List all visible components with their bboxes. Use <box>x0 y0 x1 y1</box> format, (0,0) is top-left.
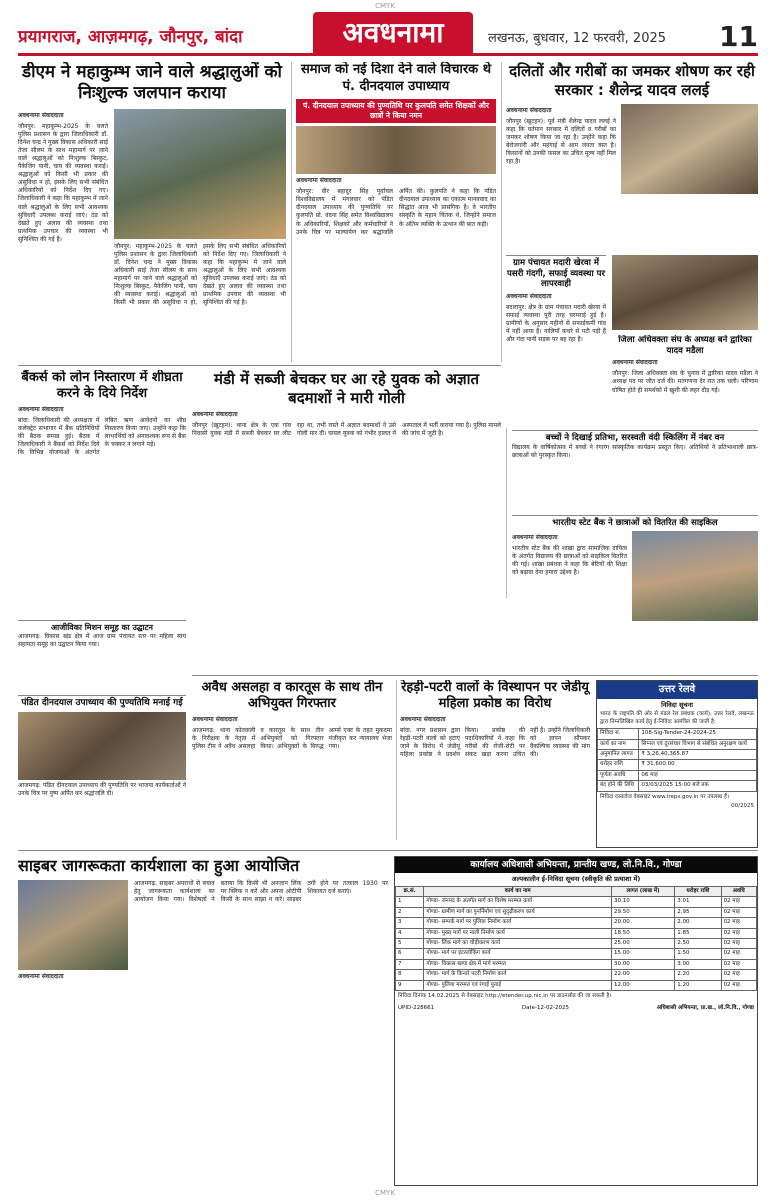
page-number: 11 <box>719 20 758 53</box>
story-shailendra-yadav <box>506 62 758 252</box>
ad-railway-title: उत्तर रेलवे <box>597 681 757 699</box>
ad-pwd-row <box>396 939 757 949</box>
ad-pwd-cell: 7 <box>396 959 424 969</box>
story-cyber-workshop <box>18 856 388 1186</box>
ad-pwd-row <box>396 928 757 938</box>
headline: दलितों और गरीबों का जमकर शोषण कर रही सरकार : शैलेन्द्र यादव ललई <box>509 62 755 99</box>
headline: अवैध असलहा व कारतूस के साथ तीन अभियुक्त गिरफ्तार <box>201 680 383 712</box>
ad-pwd-cell: 1.20 <box>675 980 721 990</box>
ad-railway-cell: अनुमानित लागत <box>598 749 639 759</box>
newspaper-logo: अवधनामा <box>313 12 473 54</box>
article-text: आजमगढ़: साइबर अपराधों से बचाव हेतु जागरूकता कार्यशाला का आयोजन किया गया। विशेषज्ञों ने बताया कि किसी भी अनजान लिंक पर क्लिक न करें और अपना ओटीपी किसी के साथ साझा न करें। साइबर ठगी होने पर तत्काल 1930 पर शिकायत दर्ज कराएं। <box>134 880 388 904</box>
ad-railway-subtitle: निविदा सूचना <box>661 700 693 709</box>
byline: अवधनामा संवाददाता <box>296 177 342 185</box>
ad-railway-cell: 108-Sig-Tender-24-2024-25 <box>639 729 757 739</box>
article-text: भारतीय स्टेट बैंक की शाखा द्वारा सामाजिक दायित्व के अंतर्गत विद्यालय की छात्राओं को साइकिल वितरित की गई। शाखा प्रबंधक ने कहा कि बेटियों की शिक्षा को बढ़ावा देना हमारा उद्देश्य है। <box>512 544 627 576</box>
article-text: बांदा: नगर प्रशासन द्वारा रेहड़ी-पटरी वालों को हटाए जाने के विरोध में जेडीयू महिला प्रकोष्ठ ने प्रदर्शन किया। प्रकोष्ठ की पदाधिकारियों ने कहा कि गरीबों की रोजी-रोटी पर संकट खड़ा करना उचित नहीं है। उन्होंने जिलाधिकारी को ज्ञापन सौंपकर वैकल्पिक व्यवस्था की मांग की। <box>400 726 590 758</box>
headline: बैंकर्स को लोन निस्तारण में शीघ्रता करने के दिये निर्देश <box>21 370 183 402</box>
ad-pwd-cell: 2.00 <box>675 918 721 928</box>
ad-pwd-cell: गोण्डा- मार्ग के किनारे पटरी निर्माण कार्य <box>424 970 612 980</box>
article-text: बदलापुर: क्षेत्र के ग्राम पंचायत मदारी खेरवा में सफाई व्यवस्था पूरी तरह चरमराई हुई है। ग्रामीणों के अनुसार महीनों से सफाईकर्मी गांव में नहीं आया है। नालियाँ कचरे से पटी पड़ी हैं और गंदा पानी सड़क पर बह रहा है। <box>506 303 606 344</box>
headline: साइबर जागरूकता कार्यशाला का हुआ आयोजित <box>18 856 300 875</box>
story-deendayal <box>296 62 496 362</box>
ad-pwd-column-header: धरोहर राशि <box>675 886 721 896</box>
ad-railway-row <box>598 749 757 759</box>
story-children-talent <box>512 430 758 510</box>
headline: जिला अधिवक्ता संघ के अध्यक्ष बने द्वारिका यादव मडैला <box>618 335 752 356</box>
headline: मंडी में सब्जी बेचकर घर आ रहे युवक को अज्ञात बदमाशों ने मारी गोली <box>213 370 480 407</box>
photo-tribute <box>296 126 496 174</box>
ad-railway-intro: भारत के राष्ट्रपति की ओर से मंडल रेल प्रबंधक (कार्य), उत्तर रेलवे, लखनऊ द्वारा निम्नलिखित कार्य हेतु ई-निविदा आमंत्रित की जाती है: <box>600 711 754 725</box>
ad-pwd-cell: 1.85 <box>675 928 721 938</box>
ad-pwd-cell: 22.00 <box>611 970 674 980</box>
article-text: आजमगढ़: थाना कोतवाली के निरीक्षक के नेतृत्व में पुलिस टीम ने अवैध असलहा व कारतूस के साथ तीन अभियुक्तों को गिरफ्तार किया। अभियुक्तों के विरुद्ध आर्म्स एक्ट के तहत मुकदमा पंजीकृत कर न्यायालय भेजा गया। <box>192 726 392 750</box>
ad-northern-railway <box>596 680 758 848</box>
ad-pwd-cell: 15.00 <box>611 949 674 959</box>
story-bankers <box>18 370 186 615</box>
byline: अवधनामा संवाददाता <box>506 106 552 114</box>
ad-pwd-cell: 2.95 <box>675 907 721 917</box>
byline: अवधनामा संवाददाता <box>18 973 64 980</box>
ad-pwd-cell: 8 <box>396 970 424 980</box>
ad-pwd-table <box>395 886 757 991</box>
article-text: आजमगढ़: पंडित दीनदयाल उपाध्याय की पुण्यतिथि पर भाजपा कार्यकर्ताओं ने उनके चित्र पर पुष्प अर्पित कर श्रद्धांजलि दी। <box>18 782 186 798</box>
ad-pwd-row <box>396 970 757 980</box>
ad-railway-cell: 06 माह <box>639 770 757 780</box>
ad-pwd-cell: 25.00 <box>611 939 674 949</box>
ad-pwd-column-header: कार्य का नाम <box>424 886 612 896</box>
ad-railway-table <box>597 728 757 792</box>
article-text: जौनपुर: वीर बहादुर सिंह पूर्वांचल विश्वविद्यालय में मंगलवार को पंडित दीनदयाल उपाध्याय की पुण्यतिथि पर कुलपति प्रो. वंदना सिंह समेत विश्वविद्यालय के अधिकारियों, शिक्षकों और कर्मचारियों ने उनके चित्र पर माल्यार्पण कर श्रद्धांजलि अर्पित की। कुलपति ने कहा कि पंडित दीनदयाल उपाध्याय का एकात्म मानववाद का सिद्धांत आज भी प्रासंगिक है। वे भारतीय संस्कृति के महान चिंतक थे, जिन्होंने समाज के अंतिम व्यक्ति के उत्थान की बात कही। <box>296 188 496 236</box>
ad-pwd-signature: अधिशासी अभियन्ता, प्रा.ख., लो.नि.वि., गोण्डा <box>656 1004 754 1011</box>
story-sanitation <box>506 255 606 410</box>
headline: भारतीय स्टेट बैंक ने छात्राओं को वितरित की साइकिल <box>552 518 718 528</box>
ad-pwd-cell: 4 <box>396 928 424 938</box>
ad-pwd-row <box>396 959 757 969</box>
ad-pwd-cell: गोण्डा- सम्पर्क मार्ग पर पुलिया निर्माण कार्य <box>424 918 612 928</box>
byline: अवधनामा संवाददाता <box>18 405 64 413</box>
ad-pwd-cell: 02 माह <box>721 970 756 980</box>
ad-pwd-cell: 02 माह <box>721 907 756 917</box>
ad-railway-cell: सिग्नल एवं दूरसंचार विभाग से संबंधित अनुरक्षण कार्य <box>639 739 757 749</box>
story-jdu-protest <box>400 680 590 840</box>
ad-pwd-column-header: अवधि <box>721 886 756 896</box>
byline: अवधनामा संवाददाता <box>18 111 64 119</box>
story-dm-kumbh <box>18 62 286 362</box>
ad-railway-cell: पूर्णता अवधि <box>598 770 639 780</box>
ad-railway-footer: निविदा दस्तावेज वेबसाइट www.ireps.gov.in पर उपलब्ध हैं। <box>600 793 730 800</box>
headline: डीएम ने महाकुम्भ जाने वाले श्रद्धालुओं को निःशुल्क जलपान कराया <box>22 62 282 104</box>
ad-pwd-column-header: क्र.सं. <box>396 886 424 896</box>
ad-pwd-cell: गोण्डा- पुलिया मरम्मत एवं रंगाई पुताई <box>424 980 612 990</box>
cmyk-mark-bottom: CMYK <box>375 1188 395 1197</box>
byline: अवधनामा संवाददाता <box>506 292 552 300</box>
column-rule <box>501 62 502 362</box>
column-rule <box>506 428 507 598</box>
ad-railway-cell: ₹ 31,600.00 <box>639 760 757 770</box>
ad-pwd-cell: 20.00 <box>611 918 674 928</box>
ad-pwd-cell: गोण्डा- ग्रामीण मार्ग का पुनर्निर्माण एवं सुदृढ़ीकरण कार्य <box>424 907 612 917</box>
byline: अवधनामा संवाददाता <box>192 715 238 723</box>
ad-pwd-cell: 6 <box>396 949 424 959</box>
ad-pwd-cell: गोण्डा- मुख्य मार्ग पर नाली निर्माण कार्य <box>424 928 612 938</box>
ad-pwd-cell: 3.01 <box>675 897 721 907</box>
headline: पंडित दीनदयाल उपाध्याय की पुण्यतिथि मनाई गई <box>21 698 183 708</box>
ad-railway-cell: बंद होने की तिथि <box>598 781 639 791</box>
ad-pwd-subtitle: अल्पकालीन ई-निविदा सूचना (स्वीकृति की प्रत्याशा में) <box>511 875 641 884</box>
story-deendayal-azamgarh <box>18 695 186 845</box>
ad-pwd-upid: UPID-228661 <box>398 1004 435 1011</box>
ad-pwd-cell: गोण्डा- जनपद के अंतर्गत मार्ग का विशेष मरम्मत कार्य <box>424 897 612 907</box>
ad-pwd-cell: 02 माह <box>721 918 756 928</box>
ad-pwd-cell: गोण्डा- विकास खण्ड क्षेत्र में मार्ग मरम्मत <box>424 959 612 969</box>
ad-pwd-title: कार्यालय अधिशासी अभियन्ता, प्रान्तीय खण्ड, लो.नि.वि., गोण्डा <box>395 857 757 873</box>
article-text: बांदा: जिलाधिकारी की अध्यक्षता में कलेक्ट्रेट सभागार में बैंक प्रतिनिधियों की बैठक सम्पन्न हुई। बैठक में जिलाधिकारी ने बैंकर्स को निर्देश दिये कि विभिन्न योजनाओं के अंतर्गत लंबित ऋण आवेदनों का शीघ्र निस्तारण किया जाए। उन्होंने कहा कि लाभार्थियों को अनावश्यक रूप से बैंक के चक्कर न लगाने पड़ें। <box>18 416 186 456</box>
ad-pwd-cell: 2 <box>396 907 424 917</box>
photo-cyber-workshop <box>18 880 128 970</box>
ad-pwd-cell: 30.10 <box>611 897 674 907</box>
edition-date: लखनऊ, बुधवार, 12 फरवरी, 2025 <box>488 31 667 46</box>
article-text-continued: जौनपुर: महाकुम्भ-2025 के चलते पुलिस प्रशासन के द्वारा जिलाधिकारी डॉ. दिनेश चन्द्र ने मुख्य विकास अधिकारी साई तेजा सीलम के साथ महामार्ग पर जाने वाले श्रद्धालुओं को निःशुल्क बिस्कुट, पैकेजिंग पानी, चाय की व्यवस्था कराई। श्रद्धालुओं को किसी भी प्रकार की असुविधा न हो, इसके लिए सभी संबंधित अधिकारियों को निर्देश दिए गए। जिलाधिकारी ने कहा कि महाकुम्भ में जाने वाले श्रद्धालुओं के लिए सभी आवश्यक सुविधाएँ उपलब्ध कराई जाएं। ठंड को देखते हुए अलाव की व्यवस्था तथा प्राथमिक उपचार की व्यवस्था भी सुनिश्चित की गई है। <box>114 242 286 307</box>
ad-railway-row <box>598 760 757 770</box>
ad-pwd-row <box>396 949 757 959</box>
ad-railway-cell: 03/03/2025 15:00 बजे तक <box>639 781 757 791</box>
ad-pwd-row <box>396 980 757 990</box>
story-arrests <box>192 680 392 840</box>
article-text: जौनपुर (खुटहन): थाना क्षेत्र के एक गांव निवासी युवक मंडी में सब्जी बेचकर घर लौट रहा था, तभी रास्ते में अज्ञात बदमाशों ने उसे गोली मार दी। घायल युवक को गंभीर हालत में अस्पताल में भर्ती कराया गया है। पुलिस मामले की जांच में जुटी है। <box>192 421 501 437</box>
edition-cities: प्रयागराज, आज़मगढ़, जौनपुर, बांदा <box>18 27 243 47</box>
column-rule <box>396 680 397 840</box>
ad-pwd-cell: 1 <box>396 897 424 907</box>
headline: रेहड़ी-पटरी वालों के विस्थापन पर जेडीयू महिला प्रकोष्ठ का विरोध <box>401 680 589 712</box>
headline: आजीविका मिशन समूह का उद्घाटन <box>51 623 153 632</box>
subheadline-strip: पं. दीनदयाल उपाध्याय की पुण्यतिथि पर कुलपति समेत शिक्षकों और छात्रों ने किया नमन <box>296 99 496 123</box>
ad-railway-cell: कार्य का नाम <box>598 739 639 749</box>
ad-pwd-cell: 02 माह <box>721 980 756 990</box>
ad-pwd-cell: 5 <box>396 939 424 949</box>
ad-pwd-cell: गोण्डा- लिंक मार्ग का चौड़ीकरण कार्य <box>424 939 612 949</box>
article-text: जौनपुर: महाकुम्भ-2025 के चलते पुलिस प्रशासन के द्वारा जिलाधिकारी डॉ. दिनेश चन्द्र ने मुख्य विकास अधिकारी साई तेजा सीलम के साथ महामार्ग पर जाने वाले श्रद्धालुओं को निःशुल्क बिस्कुट, पैकेजिंग पानी, चाय की व्यवस्था कराई। श्रद्धालुओं को किसी भी प्रकार की असुविधा न हो, इसके लिए सभी संबंधित अधिकारियों को निर्देश दिए गए। जिलाधिकारी ने कहा कि महाकुम्भ में जाने वाले श्रद्धालुओं के लिए सभी आवश्यक सुविधाएँ उपलब्ध कराई जाएं। ठंड को देखते हुए अलाव की व्यवस्था तथा प्राथमिक उपचार की व्यवस्था भी सुनिश्चित की गई है। <box>18 122 109 243</box>
byline: अवधनामा संवाददाता <box>192 410 238 418</box>
photo-cycle-distribution <box>632 531 758 621</box>
ad-pwd-cell: गोण्डा- मार्ग पर इंटरलॉकिंग कार्य <box>424 949 612 959</box>
ad-pwd-cell: 02 माह <box>721 928 756 938</box>
ad-railway-cell: निविदा सं. <box>598 729 639 739</box>
byline: अवधनामा संवाददाता <box>612 359 658 367</box>
byline: अवधनामा संवाददाता <box>512 533 558 541</box>
photo-village-drain <box>612 255 758 330</box>
ad-pwd-cell: 2.50 <box>675 939 721 949</box>
masthead <box>18 12 758 56</box>
column-rule <box>291 62 292 362</box>
byline: अवधनामा संवाददाता <box>400 715 446 723</box>
ad-pwd-cell: 3 <box>396 918 424 928</box>
ad-pwd-cell: 1.50 <box>675 949 721 959</box>
headline: समाज को नई दिशा देने वाले विचारक थे पं. दीनदयाल उपाध्याय <box>300 62 492 94</box>
ad-pwd-row <box>396 918 757 928</box>
section-rule <box>18 850 758 851</box>
story-bar-association <box>612 335 758 425</box>
ad-railway-row <box>598 739 757 749</box>
story-livelihood-mission <box>18 620 186 690</box>
ad-railway-row <box>598 781 757 791</box>
headline: ग्राम पंचायत मदारी खेरवा में पसरी गंदगी, सफाई व्यवस्था पर लापरवाही <box>507 258 605 290</box>
article-text: आजमगढ़: विकास खंड क्षेत्र में आज ग्राम पंचायत स्तर पर महिला स्वयं सहायता समूह का उद्घाटन किया गया। <box>18 633 186 649</box>
ad-railway-cell: ₹ 3,26,40,365.87 <box>639 749 757 759</box>
ad-railway-row <box>598 729 757 739</box>
ad-pwd-cell: 29.50 <box>611 907 674 917</box>
ad-railway-code: 00/2025 <box>731 803 754 810</box>
ad-pwd-cell: 2.20 <box>675 970 721 980</box>
ad-pwd-cell: 12.00 <box>611 980 674 990</box>
article-text: जौनपुर (खुटहन): पूर्व मंत्री शैलेन्द्र यादव ललई ने कहा कि वर्तमान सरकार में दलितों व गरीबों का जमकर शोषण किया जा रहा है। उन्होंने कहा कि बेरोजगारी और महंगाई से आम जनता त्रस्त है। किसानों को उनकी फसल का उचित मूल्य नहीं मिल रहा है। <box>506 117 616 166</box>
ad-pwd-cell: 02 माह <box>721 897 756 907</box>
article-text: विद्यालय के वार्षिकोत्सव में बच्चों ने रंगारंग सांस्कृतिक कार्यक्रम प्रस्तुत किए। अतिथियों ने प्रतिभाशाली छात्र-छात्राओं को पुरस्कृत किया। <box>512 443 758 459</box>
ad-railway-cell: धरोहर राशि <box>598 760 639 770</box>
ad-pwd-cell: 3.00 <box>675 959 721 969</box>
headline: बच्चों ने दिखाई प्रतिभा, सरस्वती वंदी स्किलिंग में नंबर वन <box>545 433 725 443</box>
ad-pwd-cell: 18.50 <box>611 928 674 938</box>
ad-pwd-cell: 02 माह <box>721 949 756 959</box>
ad-pwd-cell: 30.00 <box>611 959 674 969</box>
ad-pwd-gonda <box>394 856 758 1186</box>
ad-railway-row <box>598 770 757 780</box>
section-rule <box>192 675 758 676</box>
ad-pwd-cell: 02 माह <box>721 939 756 949</box>
article-text: जौनपुर: जिला अधिवक्ता संघ के चुनाव में द्वारिका यादव मडैला ने अध्यक्ष पद पर जीत दर्ज की। मतगणना देर रात तक चली। परिणाम घोषित होते ही समर्थकों में खुशी की लहर दौड़ गई। <box>612 370 758 394</box>
ad-pwd-cell: 9 <box>396 980 424 990</box>
photo-azamgarh-tribute <box>18 712 186 780</box>
photo-shailendra <box>621 104 758 194</box>
photo-dm-serving <box>114 109 286 239</box>
ad-pwd-row <box>396 897 757 907</box>
section-rule <box>18 365 501 366</box>
story-sbi-cycles <box>512 515 758 665</box>
ad-pwd-row <box>396 907 757 917</box>
ad-pwd-note: निविदा दिनांक 14.02.2025 से वेबसाइट http://etender.up.nic.in पर डाउनलोड की जा सकती है। <box>398 993 612 1000</box>
cmyk-mark-top: CMYK <box>375 2 395 10</box>
ad-pwd-cell: 02 माह <box>721 959 756 969</box>
story-shooting <box>192 370 501 670</box>
ad-pwd-column-header: लागत (लाख में) <box>611 886 674 896</box>
ad-pwd-date: Date-12-02-2025 <box>521 1004 569 1011</box>
